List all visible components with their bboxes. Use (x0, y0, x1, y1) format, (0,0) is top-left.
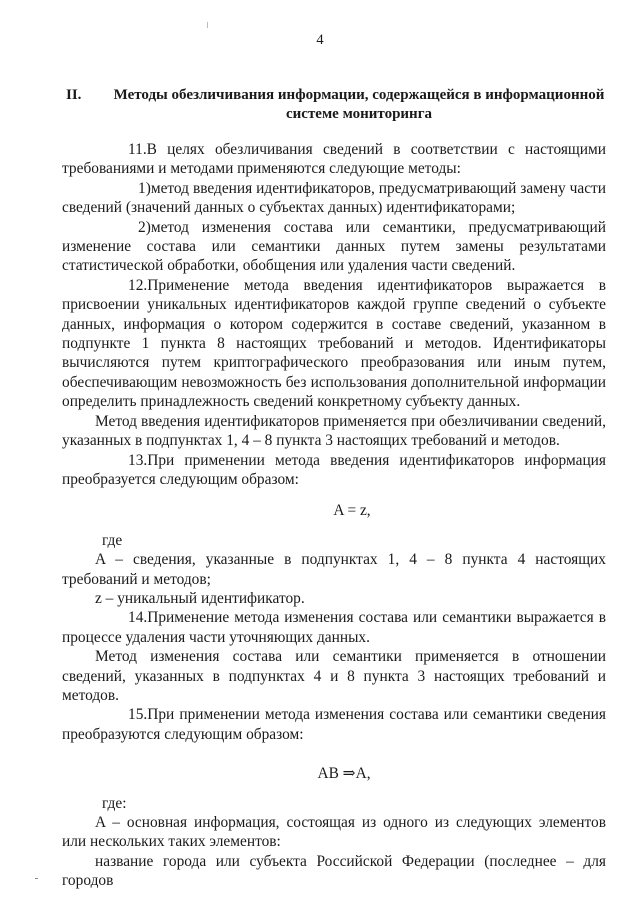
section-number: II. (66, 87, 82, 103)
paragraph-text: При применении метода изменения состава или семантики сведения преобразуются следующим образом: (62, 706, 606, 743)
definition-z: z – уникальный идентификатор. (95, 589, 305, 607)
paragraph-text: Применение метода изменения состава или семантики выражается в процессе удаления части уточняющих данных. (62, 609, 606, 646)
paragraph-14 (62, 608, 606, 647)
paragraph-number: 15. (128, 706, 148, 724)
paragraph-12 (62, 276, 606, 412)
definition-a-main: A – основная информация, состоящая из одного из следующих элементов или нескольких таких элементов: (62, 814, 606, 851)
section-title: Методы обезличивания информации, содержащейся в информационной системе мониторинга (113, 87, 605, 122)
paragraph-number: 13. (128, 451, 148, 469)
paragraph-text: В целях обезличивания сведений в соответствии с настоящими требованиями и методами применяются следующие методы: (62, 141, 606, 178)
list-number: 2) (138, 218, 151, 236)
paragraph-11 (62, 140, 606, 179)
paragraph-text: Применение метода введения идентификаторов выражается в присвоении уникальных идентификаторов каждой группе сведений о субъекте данных, информация о котором содержится в составе сведений, указанном в подпункте 1 пункта 8 настоящих требований и методов. Идентификаторы вычисляются путем криптографического преобразования или иным путем, обеспечивающим невозможность без использования дополнительной информации определить принадлежность сведений конкретному субъекту данных. (62, 276, 606, 411)
document-body (62, 140, 606, 891)
paragraph-number: 11. (128, 141, 147, 158)
scan-artifact (35, 878, 38, 879)
list-text: метод изменения состава или семантики, предусматривающий изменение состава или семантики данных путем замены результатами статистической обработки, обобщения или удаления части сведений. (62, 218, 606, 275)
where-label-1: где (102, 531, 123, 549)
list-text: метод введения идентификаторов, предусматривающий замену части сведений (значений данных о субъектах данных) идентификаторами; (62, 179, 606, 217)
list-number: 1) (138, 179, 151, 197)
paragraph-12-cont: Метод введения идентификаторов применяется при обезличивании сведений, указанных в подпунктах 1, 4 – 8 пункта 3 настоящих требований и методов. (62, 412, 606, 450)
page-number: 4 (316, 32, 324, 48)
scan-artifact (207, 22, 208, 28)
where-label-2: где: (102, 794, 127, 812)
last-line: название города или субъекта Российской Федерации (последнее – для городов (62, 852, 606, 890)
section-heading (62, 86, 610, 124)
formula-1: A = z, (333, 502, 371, 520)
list-item-1 (62, 179, 606, 218)
definition-a: A – сведения, указанные в подпунктах 1, 4 – 8 пункта 4 настоящих требований и методов; (62, 551, 606, 588)
paragraph-number: 14. (128, 609, 148, 627)
paragraph-14-cont: Метод изменения состава или семантики применяется в отношении сведений, указанных в подпунктах 4 и 8 пункта 3 настоящих требований и методов. (62, 648, 606, 704)
paragraph-number: 12. (128, 276, 148, 294)
formula-2: AB ⇒A, (317, 765, 371, 783)
paragraph-15 (62, 705, 606, 744)
list-item-2 (62, 218, 606, 276)
paragraph-text: При применении метода введения идентификаторов информация преобразуется следующим образом: (62, 451, 606, 488)
paragraph-13 (62, 451, 606, 490)
